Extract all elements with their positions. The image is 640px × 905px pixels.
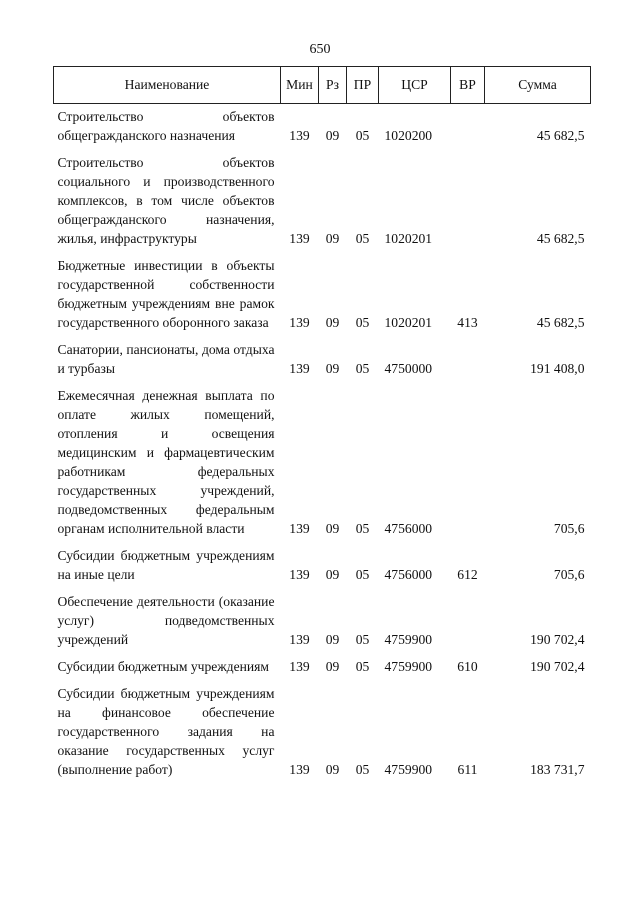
row-rz: 09 <box>325 762 340 777</box>
row-min: 139 <box>289 659 310 674</box>
row-name: Обеспечение деятельности (оказание услуг) подведомственных учреждений <box>57 594 275 647</box>
row-sum: 191 408,0 <box>530 361 585 376</box>
budget-table <box>53 66 591 779</box>
row-pr: 05 <box>355 128 370 143</box>
row-rz: 09 <box>325 521 340 536</box>
row-pr: 05 <box>355 567 370 582</box>
table-row <box>54 104 591 146</box>
page-number: 650 <box>309 42 331 57</box>
column-header-rz: Рз <box>319 67 347 104</box>
row-vr: 413 <box>457 315 478 330</box>
row-pr: 05 <box>355 521 370 536</box>
row-vr <box>451 378 485 538</box>
row-min: 139 <box>289 567 310 582</box>
row-sum: 190 702,4 <box>530 659 585 674</box>
row-pr: 05 <box>355 231 370 246</box>
table-row <box>54 145 591 248</box>
row-csr: 4759900 <box>384 659 433 674</box>
row-name: Санатории, пансионаты, дома отдыха и турбазы <box>57 342 275 376</box>
row-rz: 09 <box>325 361 340 376</box>
row-pr: 05 <box>355 361 370 376</box>
row-csr: 1020200 <box>384 128 433 143</box>
row-min: 139 <box>289 231 310 246</box>
row-rz: 09 <box>325 659 340 674</box>
row-rz: 09 <box>325 231 340 246</box>
row-vr <box>451 145 485 248</box>
row-sum: 705,6 <box>553 521 585 536</box>
row-vr: 611 <box>457 762 478 777</box>
row-min: 139 <box>289 762 310 777</box>
row-vr <box>451 584 485 649</box>
row-sum: 45 682,5 <box>536 231 585 246</box>
row-sum: 45 682,5 <box>536 128 585 143</box>
column-header-csr: ЦСР <box>379 67 451 104</box>
row-pr: 05 <box>355 762 370 777</box>
row-name: Ежемесячная денежная выплата по оплате жилых помещений, отопления и освещения медицинским и фармацевтическим работникам федеральных государственных учреждений, подведомственных федеральным органам исполнительной власти <box>57 388 275 536</box>
row-min: 139 <box>289 315 310 330</box>
row-csr: 1020201 <box>384 231 433 246</box>
row-name: Строительство объектов общегражданского назначения <box>57 109 275 143</box>
row-csr: 4750000 <box>384 361 433 376</box>
column-header-min: Мин <box>281 67 319 104</box>
row-min: 139 <box>289 632 310 647</box>
row-name: Субсидии бюджетным учреждениям на финансовое обеспечение государственного задания на оказание государственных услуг (выполнение работ) <box>57 686 275 777</box>
row-csr: 1020201 <box>384 315 433 330</box>
table-header-row <box>54 67 591 104</box>
table-row <box>54 676 591 779</box>
table-row <box>54 649 591 676</box>
row-name: Субсидии бюджетным учреждениям <box>57 659 270 674</box>
row-min: 139 <box>289 521 310 536</box>
row-csr: 4756000 <box>384 567 433 582</box>
row-vr: 612 <box>457 567 478 582</box>
table-row <box>54 378 591 538</box>
row-csr: 4759900 <box>384 762 433 777</box>
row-csr: 4759900 <box>384 632 433 647</box>
row-name: Строительство объектов социального и производственного комплексов, в том числе объектов общегражданского назначения, жилья, инфраструктуры <box>57 155 275 246</box>
row-rz: 09 <box>325 632 340 647</box>
column-header-sum: Сумма <box>485 67 591 104</box>
row-pr: 05 <box>355 632 370 647</box>
column-header-vr: ВР <box>451 67 485 104</box>
row-sum: 45 682,5 <box>536 315 585 330</box>
row-rz: 09 <box>325 128 340 143</box>
row-min: 139 <box>289 128 310 143</box>
table-row <box>54 332 591 378</box>
row-name: Бюджетные инвестиции в объекты государственной собственности бюджетным учреждениям вне рамок государственного оборонного заказа <box>57 258 275 330</box>
row-min: 139 <box>289 361 310 376</box>
row-csr: 4756000 <box>384 521 433 536</box>
row-pr: 05 <box>355 315 370 330</box>
row-sum: 183 731,7 <box>530 762 585 777</box>
row-vr <box>451 104 485 146</box>
row-sum: 705,6 <box>553 567 585 582</box>
table-row <box>54 584 591 649</box>
row-sum: 190 702,4 <box>530 632 585 647</box>
row-vr <box>451 332 485 378</box>
table-row <box>54 538 591 584</box>
row-rz: 09 <box>325 315 340 330</box>
table-row <box>54 248 591 332</box>
column-header-pr: ПР <box>347 67 379 104</box>
row-pr: 05 <box>355 659 370 674</box>
row-name: Субсидии бюджетным учреждениям на иные цели <box>57 548 275 582</box>
row-rz: 09 <box>325 567 340 582</box>
row-vr: 610 <box>457 659 478 674</box>
column-header-name: Наименование <box>54 67 281 104</box>
